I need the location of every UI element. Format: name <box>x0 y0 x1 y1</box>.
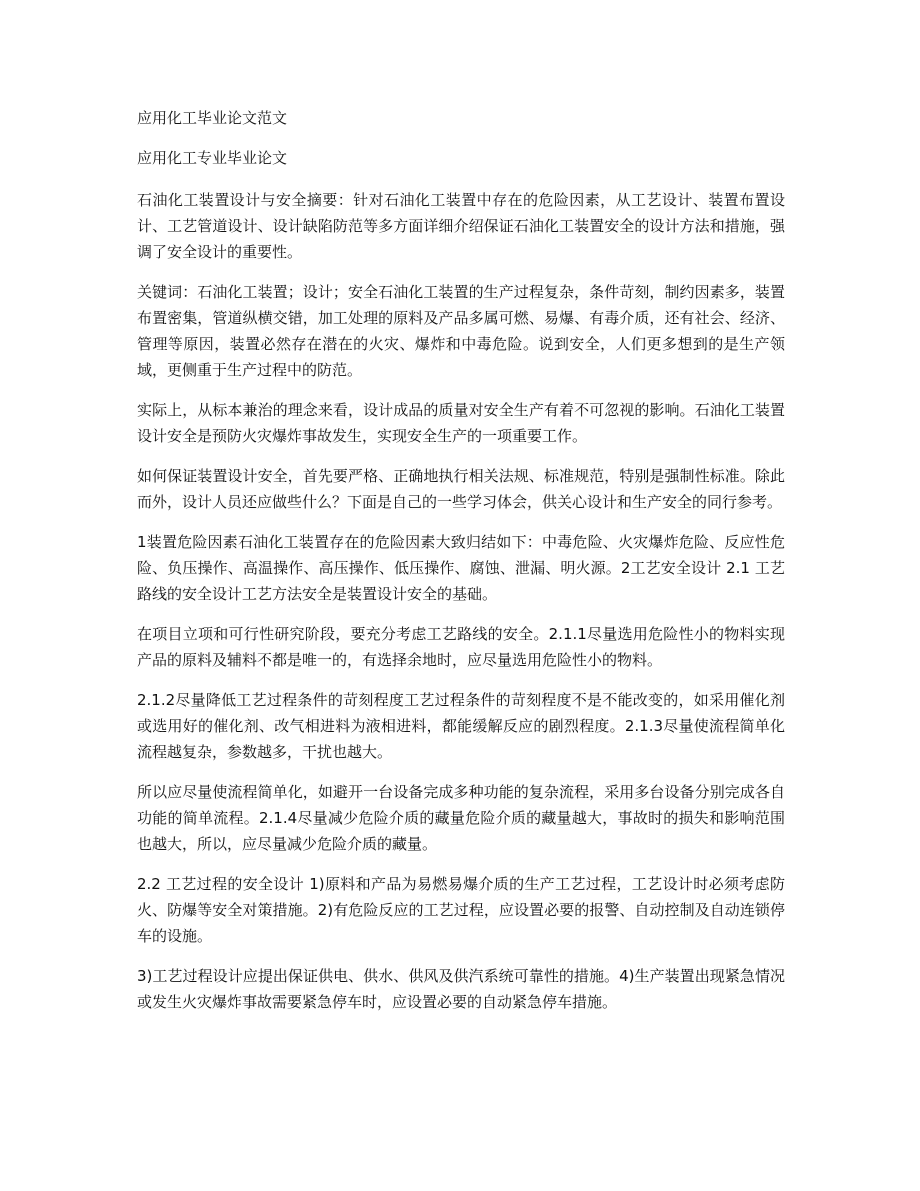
paragraph-abstract: 石油化工装置设计与安全摘要：针对石油化工装置中存在的危险因素，从工艺设计、装置布置设计、工艺管道设计、设计缺陷防范等多方面详细介绍保证石油化工装置安全的设计方法和措施，强调了安全设计的重要性。 <box>137 191 785 261</box>
paragraph-process-conditions: 2.1.2尽量降低工艺过程条件的苛刻程度工艺过程条件的苛刻程度不是不能改变的，如采用催化剂或选用好的催化剂、改气相进料为液相进料，都能缓解反应的剧烈程度。2.1.3尽量使流程简单化流程越复杂，参数越多，干扰也越大。 <box>137 691 785 761</box>
paragraph-design-quality: 实际上，从标本兼治的理念来看，设计成品的质量对安全生产有着不可忽视的影响。石油化工装置设计安全是预防火灾爆炸事故发生，实现安全生产的一项重要工作。 <box>137 401 785 445</box>
document-title: 应用化工毕业论文范文 <box>137 109 288 127</box>
document-page <box>137 107 785 1029</box>
paragraph-process-safety: 2.2 工艺过程的安全设计 1)原料和产品为易燃易爆介质的生产工艺过程，工艺设计时必须考虑防火、防爆等安全对策措施。2)有危险反应的工艺过程，应设置必要的报警、自动控制及自动连锁停车的设施。 <box>137 875 785 945</box>
paragraph-emergency-shutdown: 3)工艺过程设计应提出保证供电、供水、供风及供汽系统可靠性的措施。4)生产装置出现紧急情况或发生火灾爆炸事故需要紧急停车时，应设置必要的自动紧急停车措施。 <box>137 967 785 1011</box>
paragraph-how-to-ensure: 如何保证装置设计安全，首先要严格、正确地执行相关法规、标准规范，特别是强制性标准。除此而外，设计人员还应做些什么？下面是自己的一些学习体会，供关心设计和生产安全的同行参考。 <box>137 467 785 511</box>
paragraph-hazard-factors: 1装置危险因素石油化工装置存在的危险因素大致归结如下：中毒危险、火灾爆炸危险、反应性危险、负压操作、高温操作、高压操作、低压操作、腐蚀、泄漏、明火源。2工艺安全设计 2.1 工艺路线的安全设计工艺方法安全是装置设计安全的基础。 <box>137 533 785 603</box>
document-subtitle: 应用化工专业毕业论文 <box>137 149 288 167</box>
paragraph-simplify-flow: 所以应尽量使流程简单化，如避开一台设备完成多种功能的复杂流程，采用多台设备分别完成各自功能的简单流程。2.1.4尽量减少危险介质的藏量危险介质的藏量越大，事故时的损失和影响范围也越大，所以，应尽量减少危险介质的藏量。 <box>137 783 785 853</box>
paragraph-keywords: 关键词：石油化工装置；设计；安全石油化工装置的生产过程复杂，条件苛刻，制约因素多，装置布置密集，管道纵横交错，加工处理的原料及产品多属可燃、易爆、有毒介质，还有社会、经济、管理等原因，装置必然存在潜在的火灾、爆炸和中毒危险。说到安全，人们更多想到的是生产领域，更侧重于生产过程中的防范。 <box>137 283 785 379</box>
paragraph-process-route: 在项目立项和可行性研究阶段，要充分考虑工艺路线的安全。2.1.1尽量选用危险性小的物料实现产品的原料及辅料不都是唯一的，有选择余地时，应尽量选用危险性小的物料。 <box>137 625 785 669</box>
